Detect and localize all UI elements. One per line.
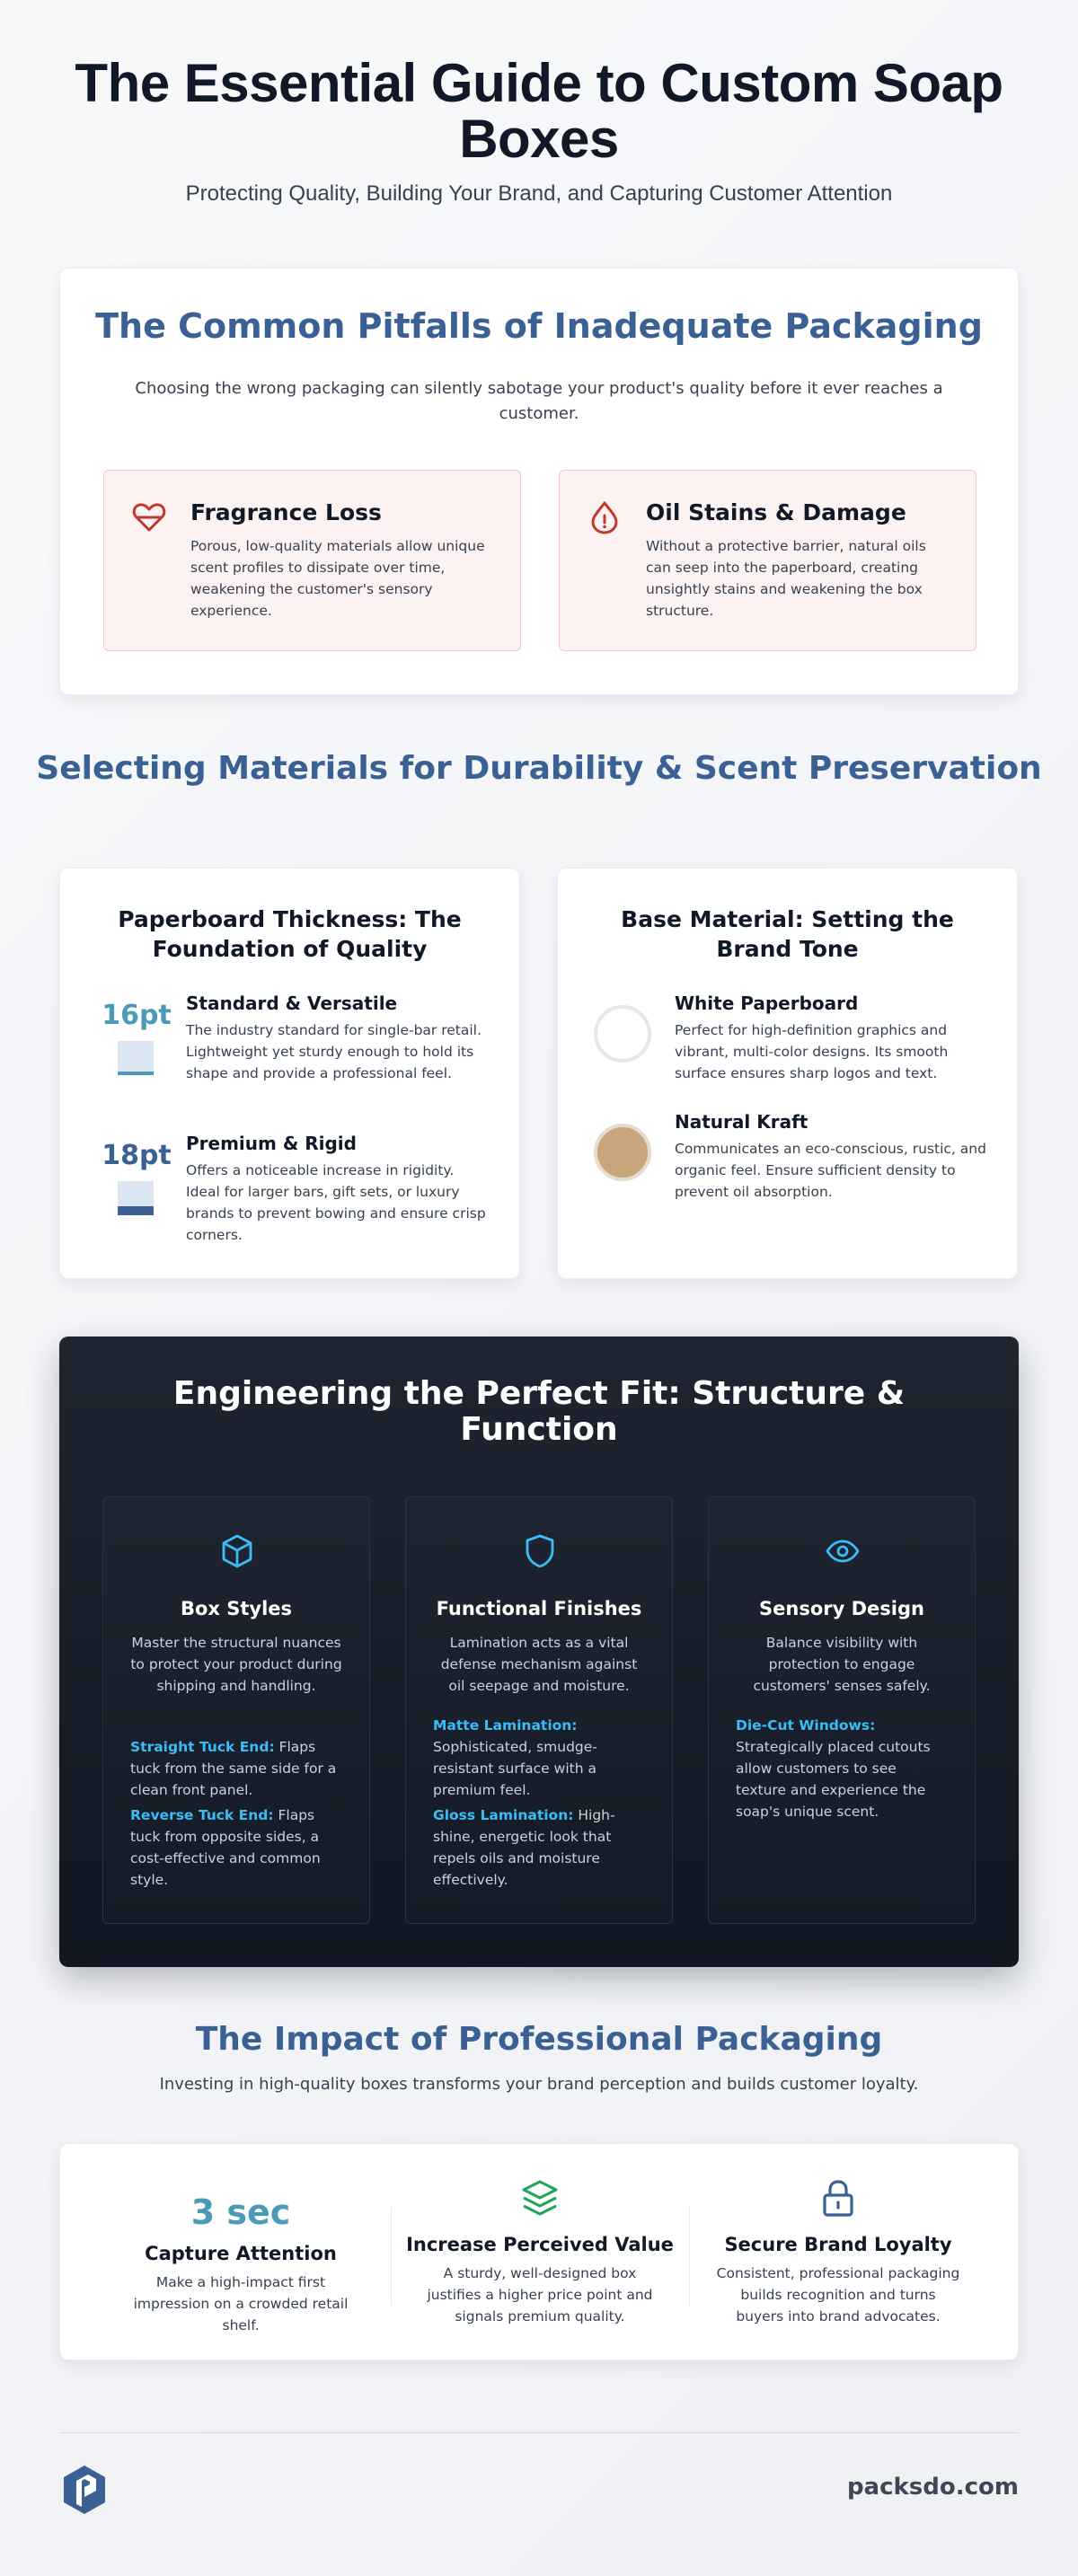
base-item-title: Natural Kraft — [675, 1111, 808, 1133]
materials-title: Selecting Materials for Durability & Scent Preservation — [36, 750, 1042, 787]
impact-item-text: Make a high-impact first impression on a crowded retail shelf. — [133, 2274, 349, 2333]
impact-stat: 3 sec — [190, 2192, 291, 2232]
pitfalls-title: The Common Pitfalls of Inadequate Packaging — [95, 306, 983, 346]
thickness-item-text: The industry standard for single-bar retail. Lightweight yet sturdy enough to hold its shape and provide a professional feel. — [186, 1022, 482, 1081]
pitfall-text: Without a protective barrier, natural oils can seep into the paperboard, creating unsightly stains and weakening the box structure. — [646, 538, 926, 619]
engineering-column-desc: Lamination acts as a vital defense mechanism against oil seepage and moisture. — [440, 1635, 638, 1694]
feature-text: Flaps tuck from opposite sides, a cost-effective and common style. — [130, 1807, 321, 1888]
impact-item-text: A sturdy, well-designed box justifies a higher price point and signals premium quality. — [427, 2265, 653, 2325]
shield-icon — [522, 1533, 558, 1569]
thickness-item-18pt — [96, 1133, 489, 1243]
impact-subtitle: Investing in high-quality boxes transforms your brand perception and builds customer loyalty. — [159, 2075, 919, 2094]
feature-item — [433, 1715, 645, 1801]
pitfalls-intro: Choosing the wrong packaging can silently sabotage your product's quality before it ever reaches a customer. — [135, 379, 943, 423]
lock-icon — [818, 2178, 858, 2218]
page-subtitle: Protecting Quality, Building Your Brand, and Capturing Customer Attention — [185, 181, 893, 206]
base-item-kraft — [594, 1111, 986, 1201]
feature-item — [130, 1804, 342, 1891]
impact-item-title: Increase Perceived Value — [406, 2234, 674, 2255]
engineering-column-sensory — [708, 1496, 976, 1924]
cube-icon — [219, 1533, 255, 1569]
feature-text: High-shine, energetic look that repels oils and moisture effectively. — [433, 1807, 615, 1888]
layers-icon — [520, 2178, 560, 2218]
footer-divider — [59, 2432, 1019, 2433]
thickness-title: Paperboard Thickness: The Foundation of Quality — [118, 906, 462, 962]
feature-item — [130, 1736, 342, 1801]
base-material-card — [557, 868, 1018, 1279]
feature-label: Straight Tuck End: — [130, 1739, 275, 1755]
pitfalls-section — [59, 268, 1019, 695]
drop-icon — [587, 499, 623, 535]
packsdo-logo-icon — [59, 2463, 110, 2517]
pitfall-title: Fragrance Loss — [190, 499, 382, 525]
engineering-column-title: Sensory Design — [759, 1598, 924, 1619]
impact-title: The Impact of Professional Packaging — [195, 2021, 883, 2058]
impact-card — [59, 2143, 1019, 2360]
base-material-title: Base Material: Setting the Brand Tone — [621, 906, 954, 962]
thickness-item-title: Premium & Rigid — [186, 1133, 357, 1154]
thickness-item-text: Offers a noticeable increase in rigidity. Ideal for larger bars, gift sets, or luxury brands to prevent bowing and ensure crisp corners. — [186, 1162, 486, 1243]
feature-item — [736, 1715, 948, 1822]
feature-label: Matte Lamination: — [433, 1717, 578, 1734]
impact-item-title: Capture Attention — [145, 2243, 337, 2264]
engineering-column-finishes — [405, 1496, 673, 1924]
feature-item — [433, 1804, 645, 1891]
thickness-illustration-icon — [118, 1041, 154, 1075]
thickness-item-16pt — [96, 992, 489, 1100]
feature-label: Reverse Tuck End: — [130, 1807, 274, 1823]
thickness-card — [59, 868, 520, 1279]
base-item-white — [594, 992, 986, 1082]
feature-label: Die-Cut Windows: — [736, 1717, 876, 1734]
thickness-illustration-icon — [118, 1181, 154, 1215]
engineering-column-title: Box Styles — [180, 1598, 293, 1619]
heart-icon — [131, 499, 167, 535]
thickness-value: 18pt — [102, 1140, 172, 1171]
feature-label: Gloss Lamination: — [433, 1807, 574, 1823]
base-item-text: Perfect for high-definition graphics and vibrant, multi-color designs. Its smooth surface ensures sharp logos and text. — [675, 1022, 949, 1081]
site-url[interactable]: packsdo.com — [846, 2474, 1019, 2501]
page-title: The Essential Guide to Custom Soap Boxes — [75, 53, 1003, 169]
feature-text: Flaps tuck from the same side for a clean front panel. — [130, 1739, 337, 1798]
thickness-value: 16pt — [102, 1000, 172, 1031]
pitfall-oil-stains — [559, 470, 976, 651]
pitfall-text: Porous, low-quality materials allow unique scent profiles to dissipate over time, weakening the customer's sensory experience. — [190, 538, 485, 619]
impact-item-value — [392, 2144, 688, 2361]
impact-item-title: Secure Brand Loyalty — [724, 2234, 952, 2255]
engineering-column-box-styles — [102, 1496, 370, 1924]
base-item-text: Communicates an eco-conscious, rustic, and organic feel. Ensure sufficient density to prevent oil absorption. — [675, 1141, 986, 1200]
base-item-title: White Paperboard — [675, 992, 859, 1014]
impact-item-loyalty — [690, 2144, 986, 2361]
engineering-column-desc: Master the structural nuances to protect your product during shipping and handling. — [130, 1635, 342, 1694]
engineering-section — [59, 1337, 1019, 1967]
impact-item-text: Consistent, professional packaging builds recognition and turns buyers into brand advocates. — [716, 2265, 960, 2325]
engineering-title: Engineering the Perfect Fit: Structure & Function — [172, 1375, 906, 1448]
eye-icon — [825, 1533, 861, 1569]
impact-item-attention — [93, 2144, 389, 2361]
feature-text: Strategically placed cutouts allow customers to see texture and experience the soap's unique scent. — [736, 1739, 931, 1820]
pitfall-title: Oil Stains & Damage — [646, 499, 906, 525]
feature-text: Sophisticated, smudge-resistant surface with a premium feel. — [433, 1739, 597, 1798]
pitfall-fragrance-loss — [103, 470, 521, 651]
engineering-column-desc: Balance visibility with protection to engage customers' senses safely. — [753, 1635, 931, 1694]
engineering-column-title: Functional Finishes — [436, 1598, 642, 1619]
thickness-item-title: Standard & Versatile — [186, 992, 398, 1014]
